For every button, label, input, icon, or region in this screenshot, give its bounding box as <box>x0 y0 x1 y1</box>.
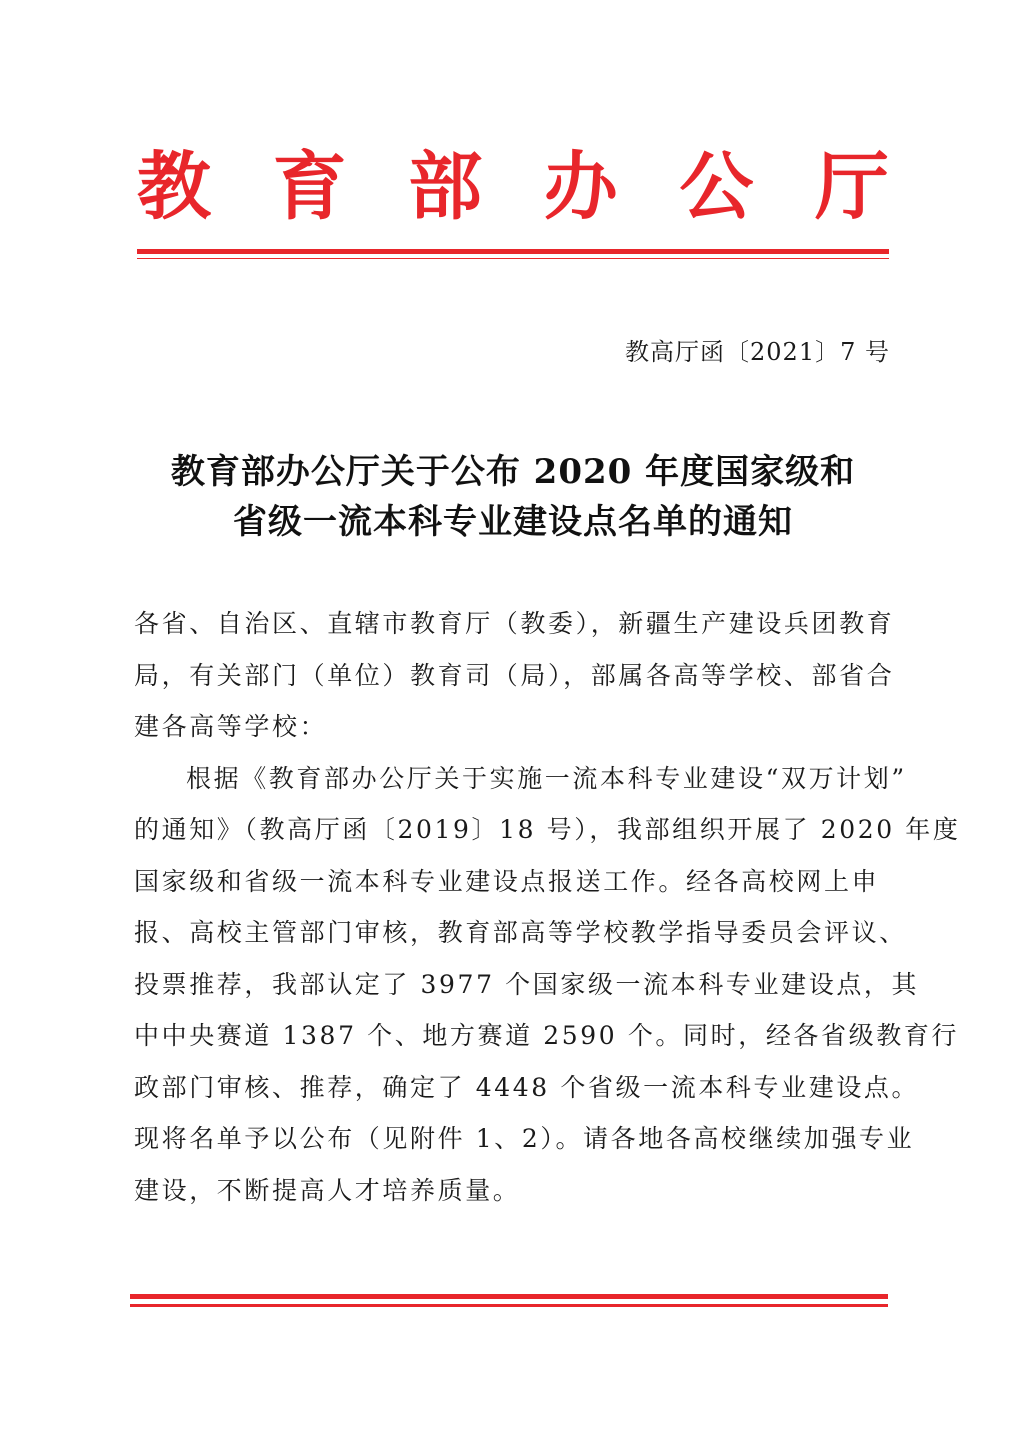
body-line: 政部门审核、推荐，确定了 4448 个省级一流本科专业建设点。 <box>134 1072 920 1102</box>
document-title-line: 省级一流本科专业建设点名单的通知 <box>233 502 793 542</box>
body-line: 建各高等学校： <box>134 712 328 741</box>
letterhead-rule-thick <box>137 249 889 254</box>
body-line: 报、高校主管部门审核，教育部高等学校教学指导委员会评议、 <box>134 918 907 947</box>
body-line: 的通知》（教高厅函〔2019〕18 号），我部组织开展了 2020 年度 <box>134 815 961 844</box>
document-title <box>137 447 889 547</box>
body-line: 局，有关部门（单位）教育司（局），部属各高等学校、部省合 <box>134 660 895 690</box>
body-line: 建设，不断提高人才培养质量。 <box>134 1175 521 1205</box>
letterhead-char: 部 <box>408 144 483 230</box>
body-line: 投票推荐，我部认定了 3977 个国家级一流本科专业建设点，其 <box>134 969 920 999</box>
body-line: 各省、自治区、直辖市教育厅（教委），新疆生产建设兵团教育 <box>134 609 895 638</box>
letterhead-char: 教 <box>137 144 211 230</box>
footer-rule-thick <box>130 1294 888 1299</box>
letterhead-char: 办 <box>543 144 618 230</box>
letterhead-char: 厅 <box>814 144 889 230</box>
document-body <box>134 598 961 1216</box>
footer-rule-thin <box>130 1304 888 1307</box>
body-line: 中中央赛道 1387 个、地方赛道 2590 个。同时，经各省级教育行 <box>134 1021 960 1050</box>
letterhead-char: 公 <box>679 144 754 230</box>
body-line: 现将名单予以公布（见附件 1、2）。请各地各高校继续加强专业 <box>134 1124 915 1153</box>
document-title-line: 教育部办公厅关于公布 2020 年度国家级和 <box>170 452 856 492</box>
letterhead-char: 育 <box>272 144 347 230</box>
body-line: 国家级和省级一流本科专业建设点报送工作。经各高校网上申 <box>134 866 880 896</box>
document-number: 教高厅函〔2021〕7 号 <box>625 338 890 366</box>
body-line: 根据《教育部办公厅关于实施一流本科专业建设“双万计划” <box>186 763 907 793</box>
letterhead-rule-thin <box>137 258 889 259</box>
letterhead-title <box>137 142 889 232</box>
